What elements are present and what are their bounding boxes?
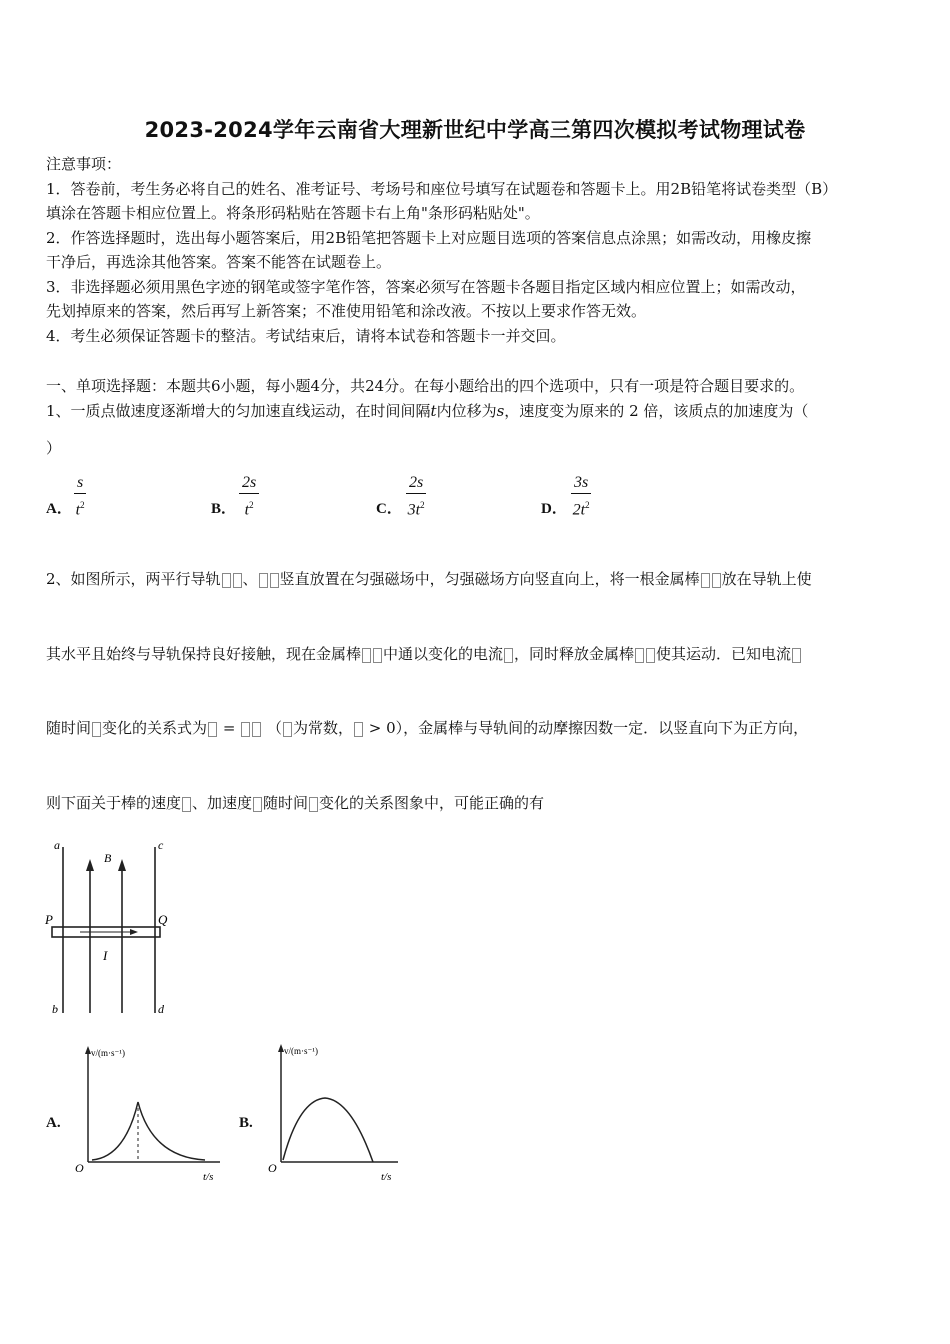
label-d: d [158,1002,164,1016]
q1-option-c-label: C． [376,501,402,517]
x-axis-label: t/s [381,1171,392,1183]
q2-stem-line4: 则下面关于棒的速度 、加速度 随时间 变化的关系图象中，可能正确的有 [46,794,545,812]
origin-label: O [268,1161,277,1175]
notice-line: 干净后，再选涂其他答案。答案不能答在试题卷上。 [46,253,392,271]
label-c: c [158,838,164,852]
q1-option-d-formula: $\frac{3s}{2t^2}$ [572,474,590,519]
notice-line: 3．非选择题必须用黑色字迹的钢笔或签字笔作答，答案必须写在答题卡各题目指定区域内相应位置上；如需改动， [46,278,806,296]
label-p: P [45,912,53,927]
q1-option-b-label: B． [211,501,237,517]
q2-option-a-graph [70,1042,230,1187]
q2-option-b-label: B. [239,1115,253,1131]
q1-option-b-formula: $\frac{2s}{t^2}$ [239,473,259,521]
notice-line: 先划掉原来的答案，然后再写上新答案；不准使用铅笔和涂改液。不按以上要求作答无效。 [46,302,647,320]
notice-line: 2．作答选择题时，选出每小题答案后，用2B铅笔把答题卡上对应题目选项的答案信息点涂黑；如需改动，用橡皮擦 [46,229,812,247]
q2-stem-line2: 其水平且始终与导轨保持良好接触，现在金属棒 中通以变化的电流 ，同时释放金属棒 使其运动．已知电流 [46,644,802,664]
label-q: Q [158,912,168,927]
rails-figure [40,835,180,1020]
y-axis-label: v/(m·s⁻¹) [284,1046,318,1056]
label-b-field: B [104,851,112,865]
q1-stem: 1、一质点做速度逐渐增大的匀加速直线运动，在时间间隔t内位移为s，速度变为原来的 2 倍，该质点的加速度为（ [46,402,809,420]
page-title: 2023-2024学年云南省大理新世纪中学高三第四次模拟考试物理试卷 [144,118,806,142]
q1-stem-end: ） [46,439,62,457]
q2-stem-line1: 2、如图所示，两平行导轨 、 竖直放置在匀强磁场中，匀强磁场方向竖直向上，将一根金属棒 放在导轨上使 [46,570,812,588]
q1-option-a-formula: $\frac{s}{t^2}$ [75,474,85,519]
label-b: b [52,1002,58,1016]
q2-option-a-label: A. [46,1115,61,1131]
origin-label: O [75,1161,84,1175]
q2-option-b-graph [263,1040,423,1185]
y-axis-label: v/(m·s⁻¹) [91,1048,125,1058]
q1-option-a-label: A． [46,501,72,517]
notice-heading: 注意事项： [46,155,122,173]
label-current: I [103,948,108,963]
notice-line: 填涂在答题卡相应位置上。将条形码粘贴在答题卡右上角"条形码粘贴处"。 [46,204,540,222]
q1-option-c-formula: $\frac{2s}{3t^2}$ [407,474,425,519]
notice-line: 4．考生必须保证答题卡的整洁。考试结束后，请将本试卷和答题卡一并交回。 [46,327,566,345]
x-axis-label: t/s [203,1171,214,1183]
q1-option-d-label: D． [541,501,567,517]
q2-stem-line3: 随时间 变化的关系式为 = （ 为常数， > 0），金属棒与导轨间的动摩擦因数一定．以竖直向下为正方向， [46,719,809,737]
section-heading: 一、单项选择题：本题共6小题，每小题4分，共24分。在每小题给出的四个选项中，只有一项是符合题目要求的。 [46,377,805,395]
notice-line: 1．答卷前，考生务必将自己的姓名、准考证号、考场号和座位号填写在试题卷和答题卡上。用2B铅笔将试卷类型（B） [46,180,838,198]
label-a: a [54,838,60,852]
